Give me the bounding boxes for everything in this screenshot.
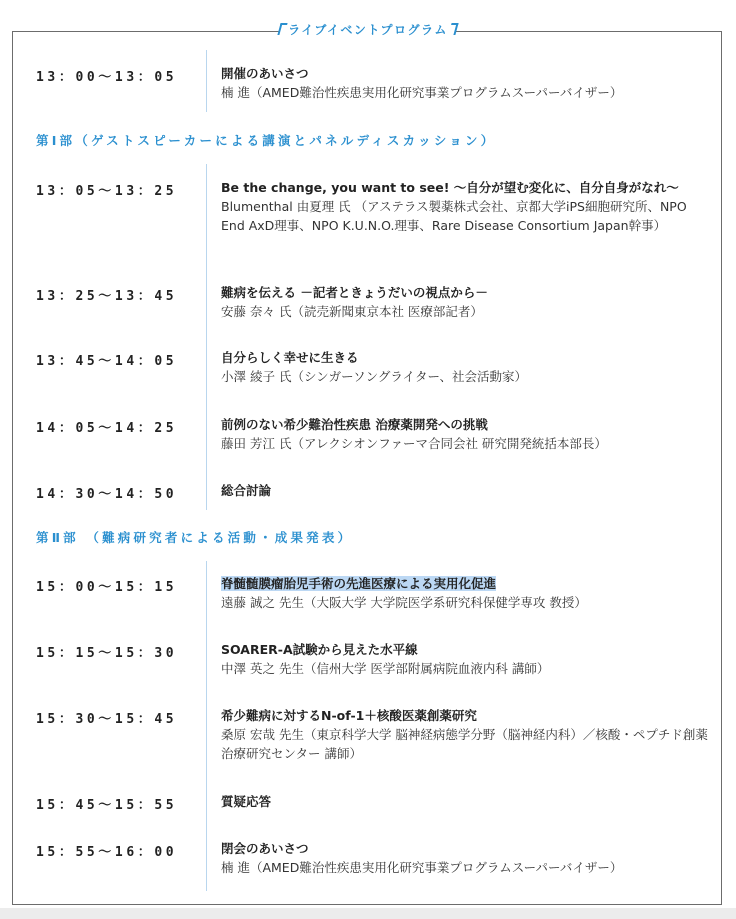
session-title-selected[interactable]: 脊髄髄膜瘤胎児手術の先進医療による実用化促進 [221, 576, 497, 591]
timeline-divider [206, 561, 207, 891]
session-item [221, 640, 711, 678]
session-speaker: 楠 進（AMED難治性疾患実用化研究事業プログラムスーパーバイザー） [221, 85, 623, 100]
session-item [221, 415, 711, 453]
program-title: ライブイベントプログラム [280, 21, 456, 38]
timeline-divider [206, 164, 207, 510]
session-speaker: 楠 進（AMED難治性疾患実用化研究事業プログラムスーパーバイザー） [221, 860, 623, 875]
session-time: 13：45～14：05 [36, 354, 178, 369]
session-speaker: 小澤 綾子 氏（シンガーソングライター、社会活動家） [221, 369, 528, 384]
session-item [221, 348, 711, 386]
session-speaker: 安藤 奈々 氏（読売新聞東京本社 医療部記者） [221, 304, 483, 319]
session-time: 15：30～15：45 [36, 712, 178, 727]
session-item [221, 839, 711, 877]
session-title: 前例のない希少難治性疾患 治療薬開発への挑戦 [221, 417, 488, 432]
session-time: 14：05～14：25 [36, 421, 178, 436]
session-item [221, 64, 711, 102]
session-title: 開催のあいさつ [221, 66, 309, 81]
session-time: 13：05～13：25 [36, 184, 178, 199]
session-title: SOARER-A試験から見えた水平線 [221, 642, 418, 657]
session-time: 15：45～15：55 [36, 798, 178, 813]
session-item [221, 574, 711, 612]
session-time: 14：30～14：50 [36, 487, 178, 502]
session-item [221, 283, 711, 321]
session-time: 15：55～16：00 [36, 845, 178, 860]
session-title: 希少難病に対するN-of-1＋核酸医薬創薬研究 [221, 708, 477, 723]
program-header [0, 19, 736, 38]
session-title: 閉会のあいさつ [221, 841, 309, 856]
section-heading-part2: 第Ⅱ部 （難病研究者による活動・成果発表） [36, 530, 354, 545]
session-speaker: 遠藤 誠之 先生（大阪大学 大学院医学系研究科保健学専攻 教授） [221, 595, 587, 610]
session-title: 総合討論 [221, 483, 272, 498]
program-frame [12, 31, 722, 905]
session-item [221, 481, 711, 500]
session-title: 質疑応答 [221, 794, 272, 809]
bottom-bar [0, 908, 736, 919]
session-item [221, 706, 711, 763]
session-title: Be the change, you want to see! ～自分が望む変化に、自分自身がなれ～ [221, 180, 679, 195]
section-heading-part1: 第Ⅰ部（ゲストスピーカーによる講演とパネルディスカッション） [36, 133, 497, 148]
session-speaker: 中澤 英之 先生（信州大学 医学部附属病院血液内科 講師） [221, 661, 550, 676]
session-speaker: Blumenthal 由夏理 氏 （アステラス製薬株式会社、京都大学iPS細胞研究所、NPO End AxD理事、NPO K.U.N.O.理事、Rare Disease Consortium Japan幹事） [221, 199, 687, 233]
session-time: 15：00～15：15 [36, 580, 178, 595]
session-speaker: 桑原 宏哉 先生（東京科学大学 脳神経病態学分野（脳神経内科）／核酸・ペプチド創薬治療研究センター 講師） [221, 727, 708, 761]
session-time: 13：00～13：05 [36, 70, 178, 85]
session-time: 15：15～15：30 [36, 646, 178, 661]
session-time: 13：25～13：45 [36, 289, 178, 304]
session-item [221, 178, 711, 235]
session-title: 難病を伝える －記者ときょうだいの視点から－ [221, 285, 488, 300]
session-speaker: 藤田 芳江 氏（アレクシオンファーマ合同会社 研究開発統括本部長） [221, 436, 607, 451]
session-title: 自分らしく幸せに生きる [221, 350, 359, 365]
timeline-divider [206, 50, 207, 112]
session-item [221, 792, 711, 811]
